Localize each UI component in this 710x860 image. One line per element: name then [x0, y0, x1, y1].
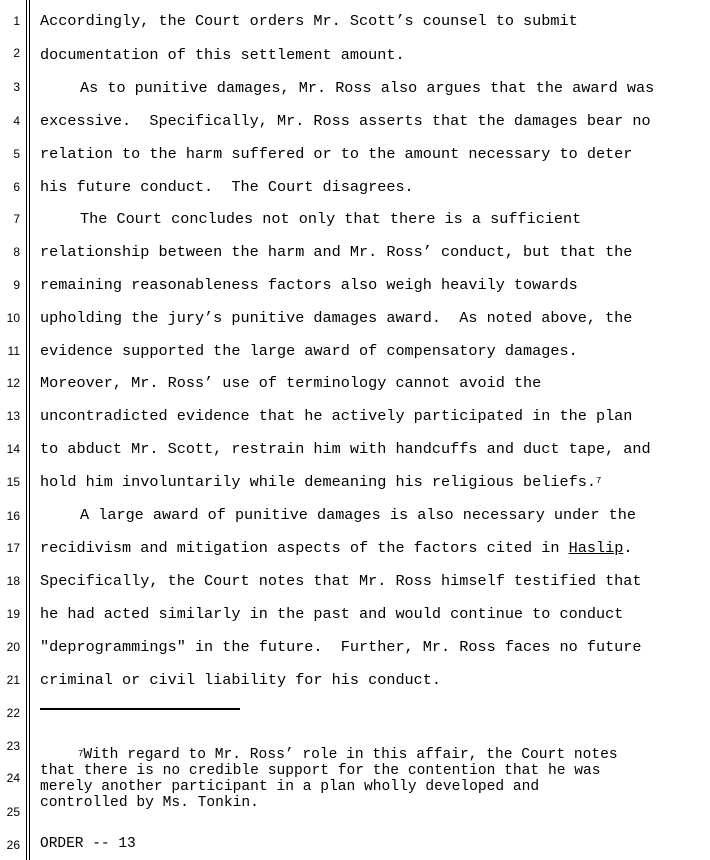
- line-number: 6: [13, 180, 20, 194]
- body-line: Specifically, the Court notes that Mr. Ross himself testified that: [40, 572, 642, 590]
- body-line: evidence supported the large award of compensatory damages.: [40, 342, 578, 360]
- line-number: 25: [6, 805, 20, 819]
- line-number: 10: [6, 311, 20, 325]
- line-number: 3: [13, 80, 20, 94]
- line-number: 20: [6, 640, 20, 654]
- footnote-line: that there is no credible support for the contention that he was: [40, 763, 601, 779]
- line-number: 15: [6, 475, 20, 489]
- footnote-line: merely another participant in a plan wholly developed and: [40, 779, 540, 795]
- footnote-text: With regard to Mr. Ross’ role in this affair, the Court notes: [83, 747, 618, 763]
- body-line: upholding the jury’s punitive damages award. As noted above, the: [40, 309, 633, 327]
- line-number: 26: [6, 838, 20, 852]
- line-number: 5: [13, 147, 20, 161]
- body-line: Accordingly, the Court orders Mr. Scott’s counsel to submit: [40, 12, 578, 30]
- body-line: [40, 539, 632, 557]
- page-footer: ORDER -- 13: [40, 836, 136, 852]
- footnote-marker: 7: [78, 749, 84, 759]
- line-number: 1: [13, 14, 20, 28]
- line-number: 13: [6, 409, 20, 423]
- margin-rule-right: [29, 0, 30, 860]
- footnote-line: controlled by Ms. Tonkin.: [40, 795, 259, 811]
- line-number: 22: [6, 706, 20, 720]
- body-line: A large award of punitive damages is also necessary under the: [80, 506, 636, 524]
- body-line: to abduct Mr. Scott, restrain him with handcuffs and duct tape, and: [40, 440, 651, 458]
- body-line-text: hold him involuntarily while demeaning his religious beliefs.: [40, 473, 596, 491]
- line-number: 14: [6, 442, 20, 456]
- line-number: 2: [13, 46, 20, 60]
- body-line: remaining reasonableness factors also weigh heavily towards: [40, 276, 578, 294]
- body-line: uncontradicted evidence that he actively participated in the plan: [40, 407, 633, 425]
- body-line: he had acted similarly in the past and would continue to conduct: [40, 605, 624, 623]
- body-line: documentation of this settlement amount.: [40, 46, 405, 64]
- line-number: 9: [13, 278, 20, 292]
- body-line: As to punitive damages, Mr. Ross also argues that the award was: [80, 79, 655, 97]
- line-number: 19: [6, 607, 20, 621]
- body-line: excessive. Specifically, Mr. Ross asserts that the damages bear no: [40, 112, 651, 130]
- body-line: criminal or civil liability for his conduct.: [40, 671, 442, 689]
- citation-period: .: [623, 539, 633, 557]
- body-line: his future conduct. The Court disagrees.: [40, 178, 414, 196]
- body-line-text: recidivism and mitigation aspects of the factors cited in: [40, 539, 569, 557]
- line-number: 18: [6, 574, 20, 588]
- line-number: 8: [13, 245, 20, 259]
- footnote-reference: 7: [595, 476, 602, 486]
- footnote-separator: [40, 708, 240, 710]
- line-number: 24: [6, 771, 20, 785]
- line-number: 11: [7, 344, 20, 358]
- body-line: [40, 473, 601, 491]
- footnote-line: [78, 747, 618, 763]
- body-line: Moreover, Mr. Ross’ use of terminology cannot avoid the: [40, 374, 542, 392]
- margin-rule-left: [26, 0, 27, 860]
- line-number: 17: [6, 541, 20, 555]
- line-number: 21: [6, 673, 20, 687]
- case-citation: Haslip: [568, 539, 624, 557]
- line-number: 7: [13, 212, 20, 226]
- line-number: 12: [6, 376, 20, 390]
- line-number: 23: [6, 739, 20, 753]
- body-line: The Court concludes not only that there is a sufficient: [80, 210, 582, 228]
- body-line: "deprogrammings" in the future. Further, Mr. Ross faces no future: [40, 638, 642, 656]
- body-line: relation to the harm suffered or to the amount necessary to deter: [40, 145, 633, 163]
- line-number: 4: [13, 114, 20, 128]
- body-line: relationship between the harm and Mr. Ross’ conduct, but that the: [40, 243, 633, 261]
- line-number: 16: [6, 509, 20, 523]
